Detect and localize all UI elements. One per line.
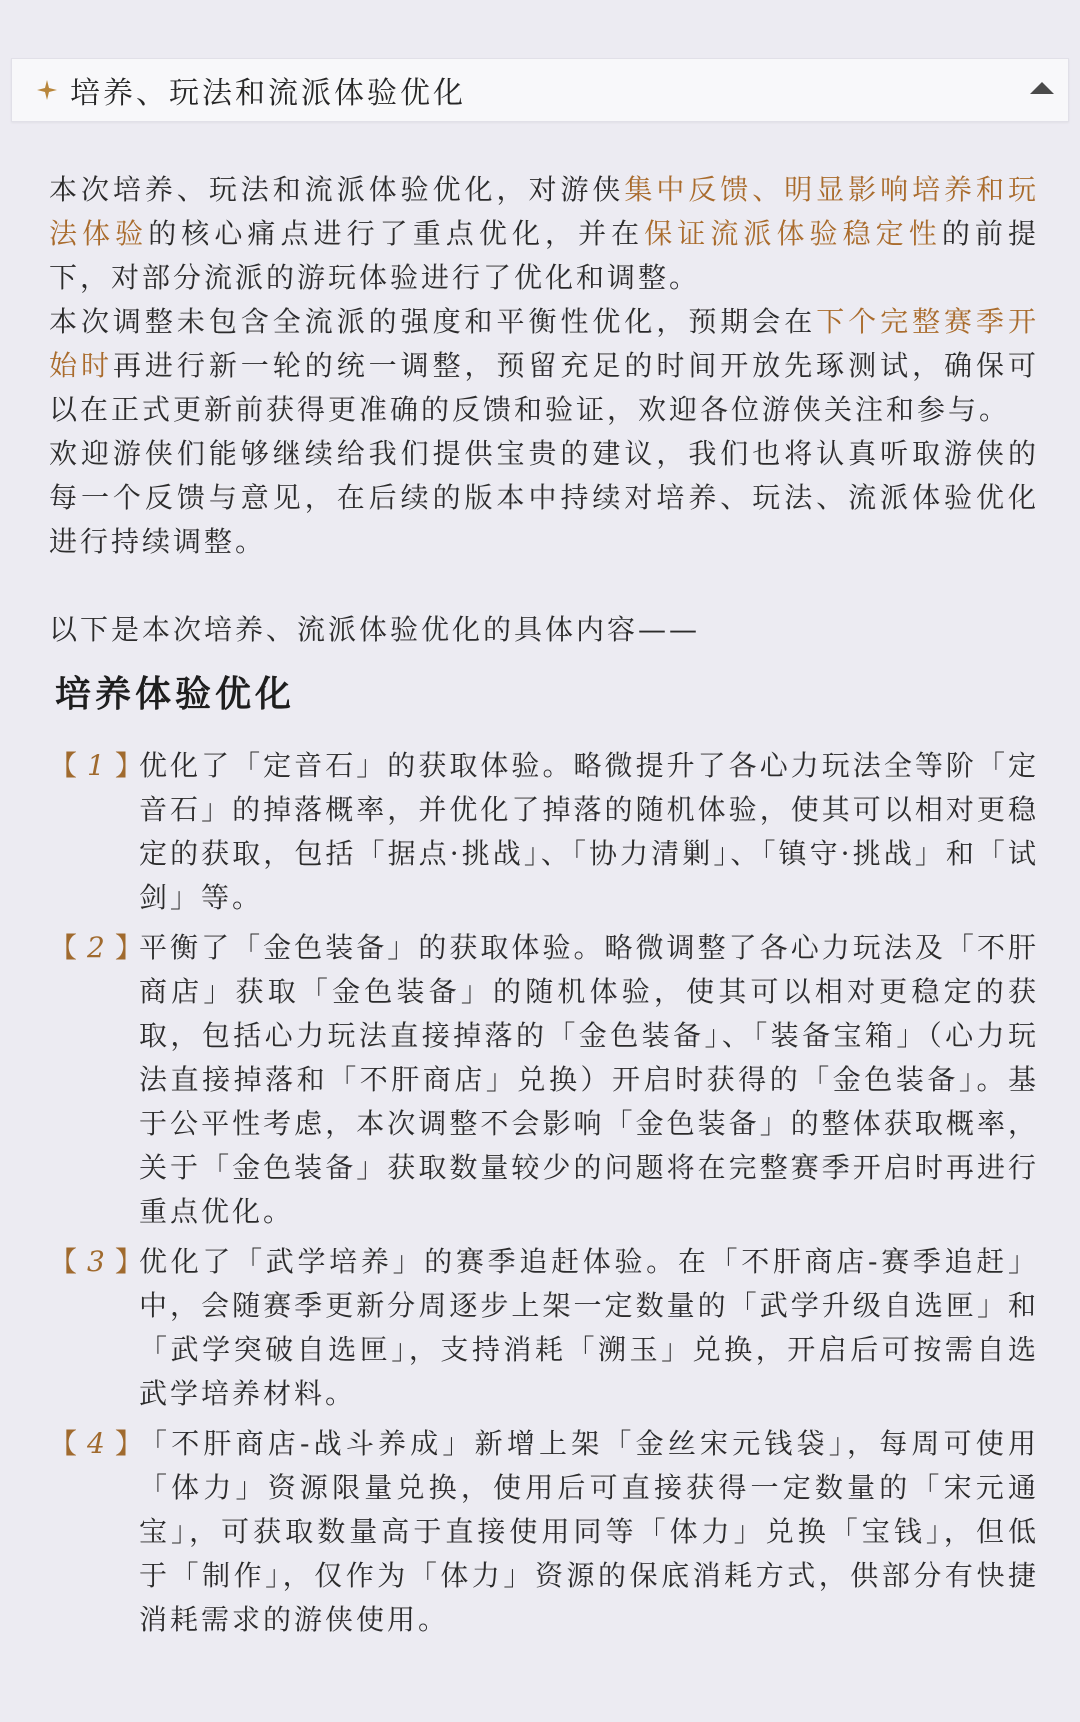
highlight-text: 下个完整赛季开始时	[49, 305, 1039, 382]
section-title: 培养体验优化	[55, 673, 296, 715]
text-run: 本次调整未包含全流派的强度和平衡性优化，预期会在	[49, 305, 817, 338]
item-text: 优化了「定音石」的获取体验。略微提升了各心力玩法全等阶「定音石」的掉落概率，并优化了掉落的随机体验，使其可以相对更稳定的获取，包括「据点·挑战」、「协力清剿」、「镇守·挑战」和「试剑」等。	[139, 749, 1039, 914]
accordion-title: 培养、玩法和流派体验优化	[70, 76, 466, 111]
list-item	[49, 1240, 1039, 1416]
item-number: 【 1 】	[49, 749, 147, 782]
item-text: 优化了「武学培养」的赛季追赶体验。在「不肝商店-赛季追赶」中，会随赛季更新分周逐步上架一定数量的「武学升级自选匣」和「武学突破自选匣」，支持消耗「溯玉」兑换，开启后可按需自选武学培养材料。	[139, 1245, 1039, 1410]
sparkle-icon	[36, 79, 58, 101]
list-item	[49, 926, 1039, 1234]
list-item	[49, 1422, 1039, 1642]
lead-text: 以下是本次培养、流派体验优化的具体内容——	[49, 613, 701, 646]
intro-paragraph-3: 欢迎游侠们能够继续给我们提供宝贵的建议，我们也将认真听取游侠的每一个反馈与意见，在后续的版本中持续对培养、玩法、流派体验优化进行持续调整。	[49, 437, 1039, 558]
text-run: 再进行新一轮的统一调整，预留充足的时间开放先琢测试，确保可以在正式更新前获得更准确的反馈和验证，欢迎各位游侠关注和参与。	[49, 349, 1039, 426]
intro-paragraph-2	[49, 300, 1039, 432]
chevron-up-icon[interactable]	[1030, 82, 1054, 94]
item-text: 平衡了「金色装备」的获取体验。略微调整了各心力玩法及「不肝商店」获取「金色装备」的随机体验，使其可以相对更稳定的获取，包括心力玩法直接掉落的「金色装备」、「装备宝箱」（心力玩法直接掉落和「不肝商店」兑换）开启时获得的「金色装备」。基于公平性考虑，本次调整不会影响「金色装备」的整体获取概率，关于「金色装备」获取数量较少的问题将在完整赛季开启时再进行重点优化。	[139, 931, 1039, 1228]
item-number: 【 2 】	[49, 931, 147, 964]
text-run: 的前提下，对部分流派的游玩体验进行了优化和调整。	[49, 217, 1039, 294]
accordion-header[interactable]	[11, 58, 1069, 122]
item-number: 【 3 】	[49, 1245, 147, 1278]
article-body	[49, 168, 1039, 1648]
spacer	[49, 564, 1039, 608]
item-number: 【 4 】	[49, 1427, 147, 1460]
text-run: 的核心痛点进行了重点优化，并在	[148, 217, 645, 250]
highlight-text: 保证流派体验稳定性	[644, 217, 942, 250]
highlight-text: 集中反馈、明显影响培养和玩法体验	[49, 173, 1039, 250]
text-run: 本次培养、玩法和流派体验优化，对游侠	[49, 173, 625, 206]
intro-paragraph-1	[49, 168, 1039, 300]
list-item	[49, 744, 1039, 920]
item-text: 「不肝商店-战斗养成」新增上架「金丝宋元钱袋」，每周可使用「体力」资源限量兑换，使用后可直接获得一定数量的「宋元通宝」，可获取数量高于直接使用同等「体力」兑换「宝钱」，但低于「制作」，仅作为「体力」资源的保底消耗方式，供部分有快捷消耗需求的游侠使用。	[139, 1427, 1039, 1636]
